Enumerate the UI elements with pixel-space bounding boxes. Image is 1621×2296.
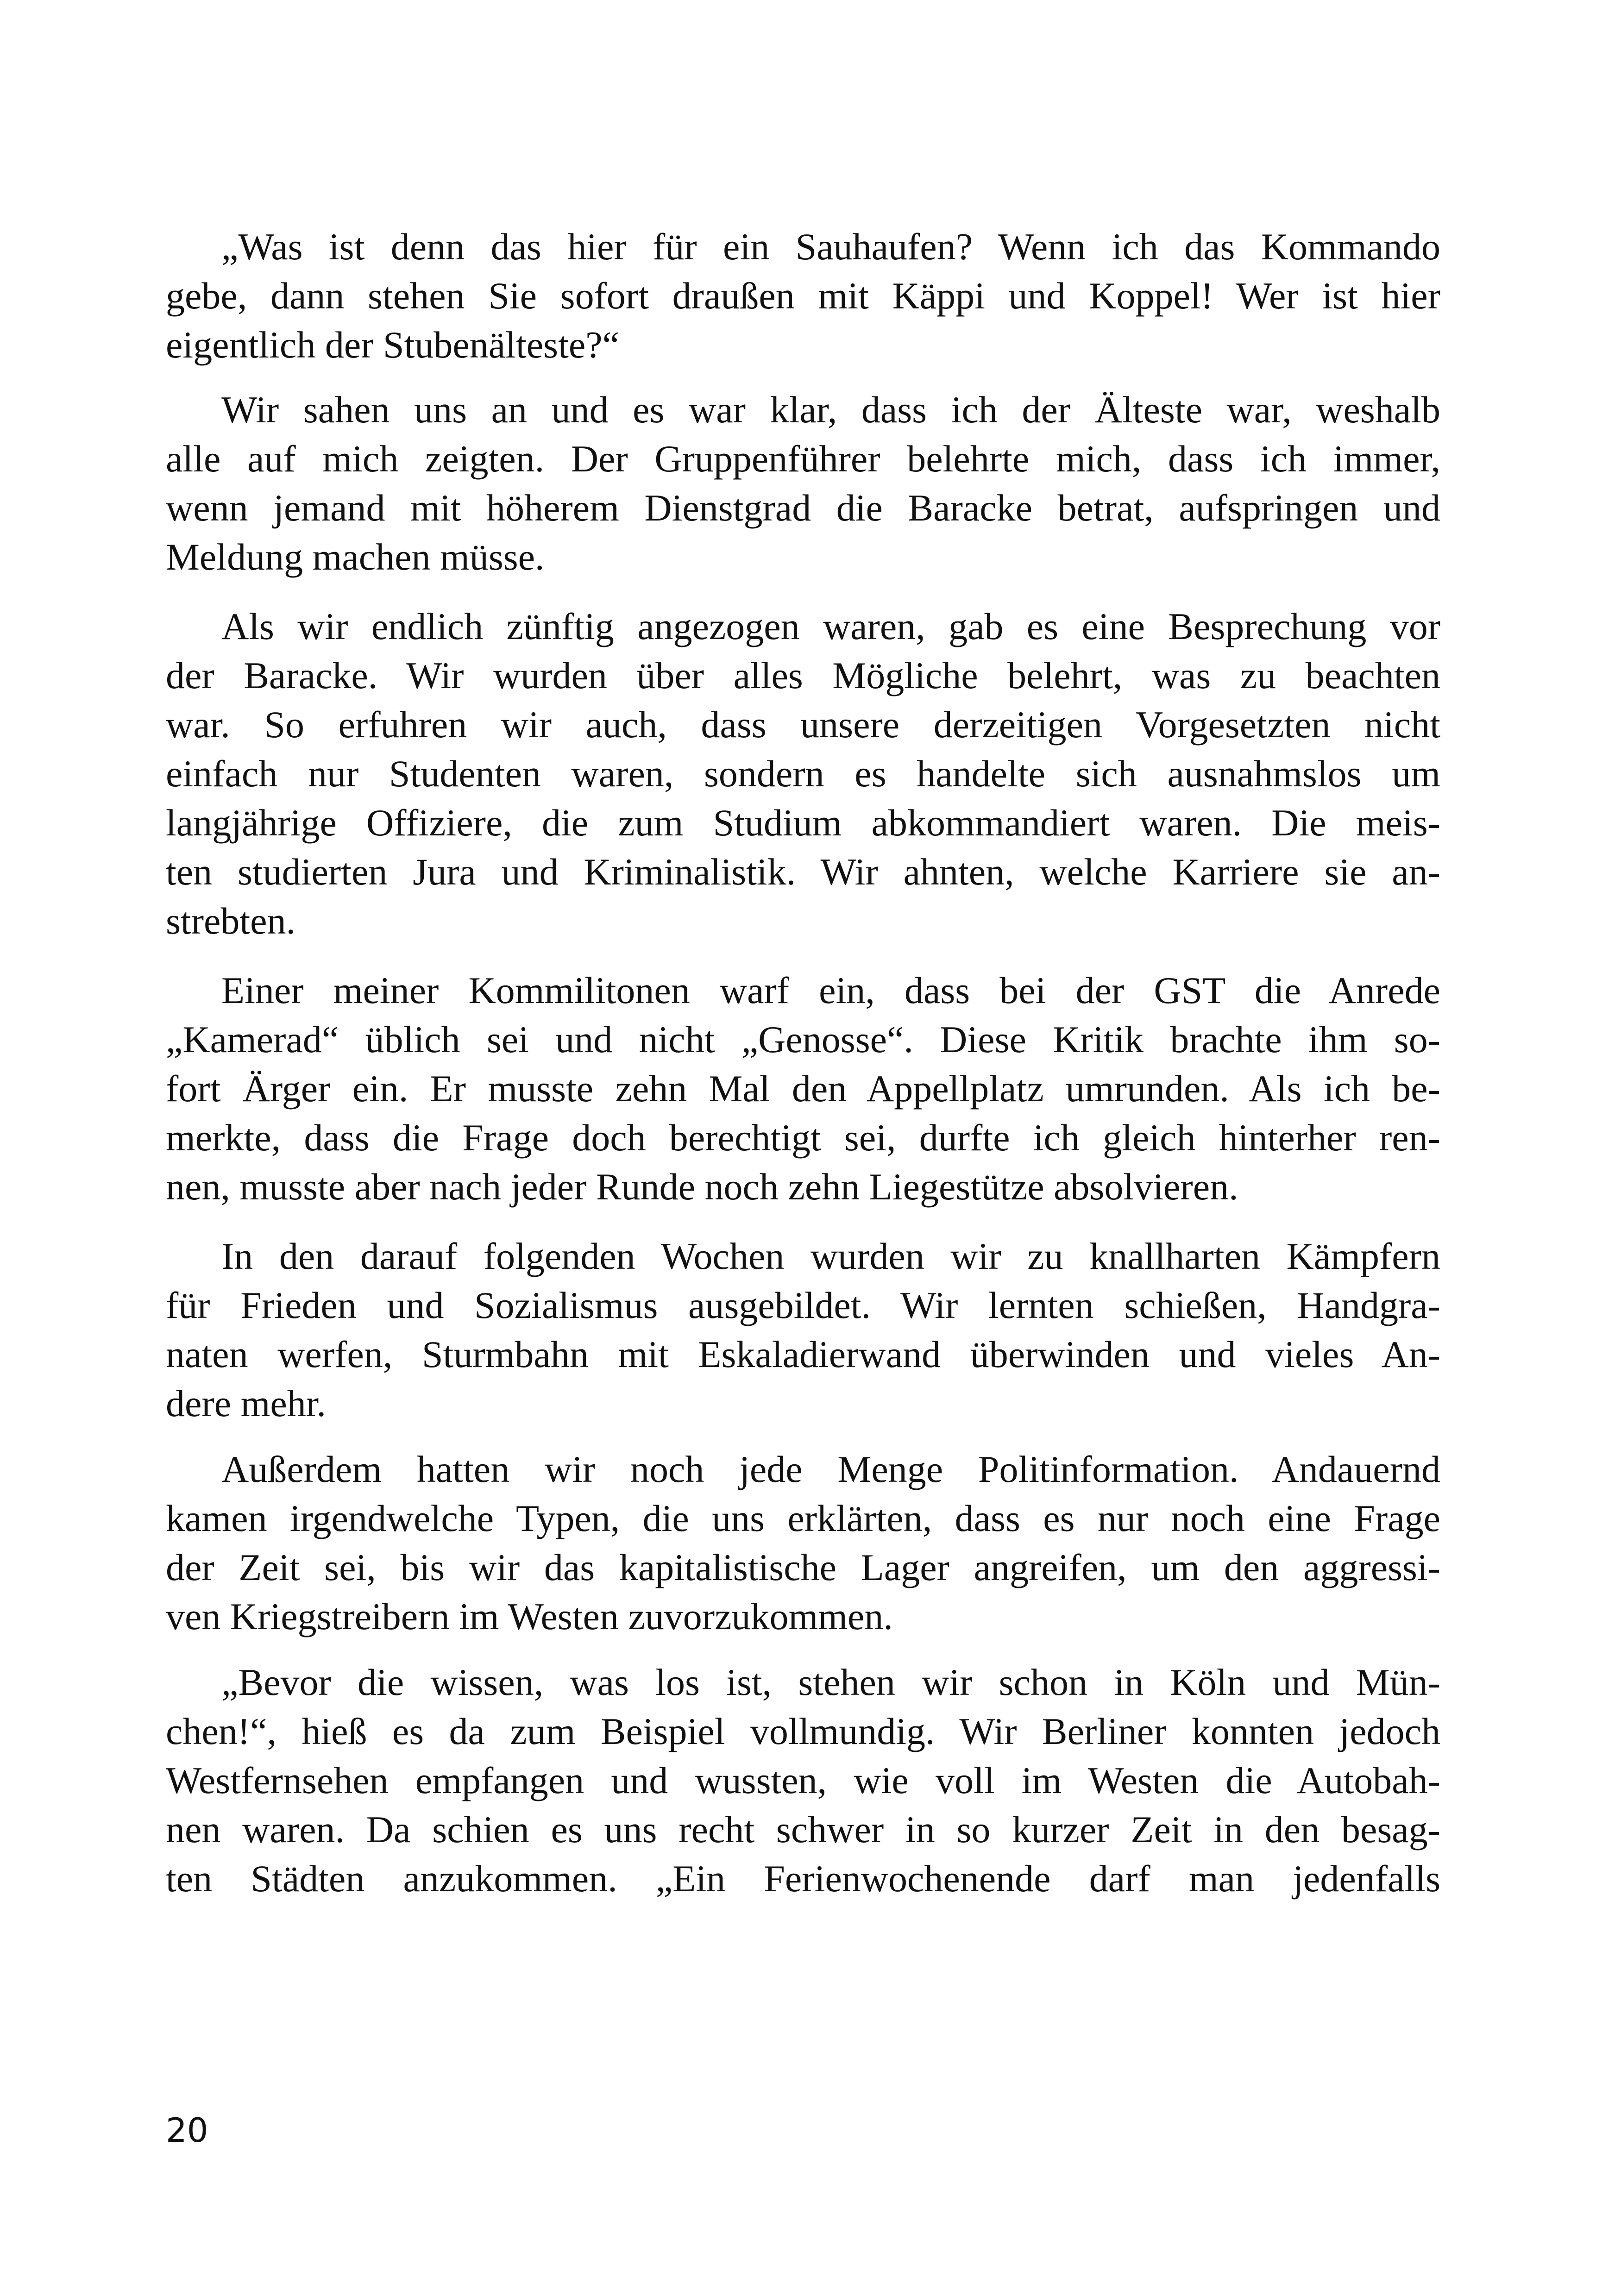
text-line: Meldung machen müsse. (166, 536, 545, 578)
text-line: nen, musste aber nach jeder Runde noch zehn Liegestütze absolvieren. (166, 1166, 1238, 1208)
text-line: war. So erfuhren wir auch, dass unsere derzeitigen Vorgesetzten nicht (166, 703, 1440, 746)
text-line: eigentlich der Stubenälteste?“ (166, 324, 620, 366)
page-number: 20 (166, 2111, 208, 2150)
text-line: fort Ärger ein. Er musste zehn Mal den Appellplatz umrunden. Als ich be- (166, 1067, 1440, 1110)
text-line: Einer meiner Kommilitonen warf ein, dass bei der GST die Anrede (221, 969, 1440, 1011)
text-line: wenn jemand mit höherem Dienstgrad die Baracke betrat, aufspringen und (166, 487, 1440, 529)
text-line: Außerdem hatten wir noch jede Menge Politinformation. Andauernd (221, 1448, 1440, 1490)
text-line: merkte, dass die Frage doch berechtigt sei, durfte ich gleich hinterher ren- (166, 1117, 1440, 1159)
text-line: „Was ist denn das hier für ein Sauhaufen? Wenn ich das Kommando (221, 226, 1440, 268)
text-line: alle auf mich zeigten. Der Gruppenführer belehrte mich, dass ich immer, (166, 438, 1440, 480)
text-line: chen!“, hieß es da zum Beispiel vollmundig. Wir Berliner konnten jedoch (166, 1710, 1440, 1752)
text-line: einfach nur Studenten waren, sondern es handelte sich ausnahmslos um (166, 753, 1440, 795)
text-line: der Baracke. Wir wurden über alles Mögliche belehrt, was zu beachten (166, 654, 1440, 696)
text-line: dere mehr. (166, 1382, 327, 1424)
text-line: ten Städten anzukommen. „Ein Ferienwochenende darf man jedenfalls (166, 1857, 1440, 1900)
text-line: „Kamerad“ üblich sei und nicht „Genosse“. Diese Kritik brachte ihm so- (166, 1018, 1440, 1060)
text-line: gebe, dann stehen Sie sofort draußen mit Käppi und Koppel! Wer ist hier (166, 275, 1440, 317)
text-line: Als wir endlich zünftig angezogen waren, gab es eine Besprechung vor (221, 605, 1440, 647)
text-line: ven Kriegstreibern im Westen zuvorzukommen. (166, 1595, 893, 1637)
text-line: nen waren. Da schien es uns recht schwer in so kurzer Zeit in den besag- (166, 1808, 1440, 1851)
text-line: für Frieden und Sozialismus ausgebildet. Wir lernten schießen, Handgra- (166, 1284, 1440, 1326)
text-line: „Bevor die wissen, was los ist, stehen wir schon in Köln und Mün- (221, 1661, 1440, 1703)
text-line: naten werfen, Sturmbahn mit Eskaladierwand überwinden und vieles An- (166, 1333, 1440, 1375)
text-line: Wir sahen uns an und es war klar, dass ich der Älteste war, weshalb (221, 389, 1440, 431)
text-line: strebten. (166, 900, 296, 942)
text-line: Westfernsehen empfangen und wussten, wie voll im Westen die Autobah- (166, 1759, 1440, 1801)
text-line: der Zeit sei, bis wir das kapitalistische Lager angreifen, um den aggressi- (166, 1546, 1440, 1588)
text-line: In den darauf folgenden Wochen wurden wir zu knallharten Kämpfern (221, 1235, 1440, 1277)
text-line: kamen irgendwelche Typen, die uns erklärten, dass es nur noch eine Frage (166, 1497, 1440, 1539)
text-line: langjährige Offiziere, die zum Studium abkommandiert waren. Die meis- (166, 802, 1440, 844)
text-line: ten studierten Jura und Kriminalistik. Wir ahnten, welche Karriere sie an- (166, 851, 1440, 893)
